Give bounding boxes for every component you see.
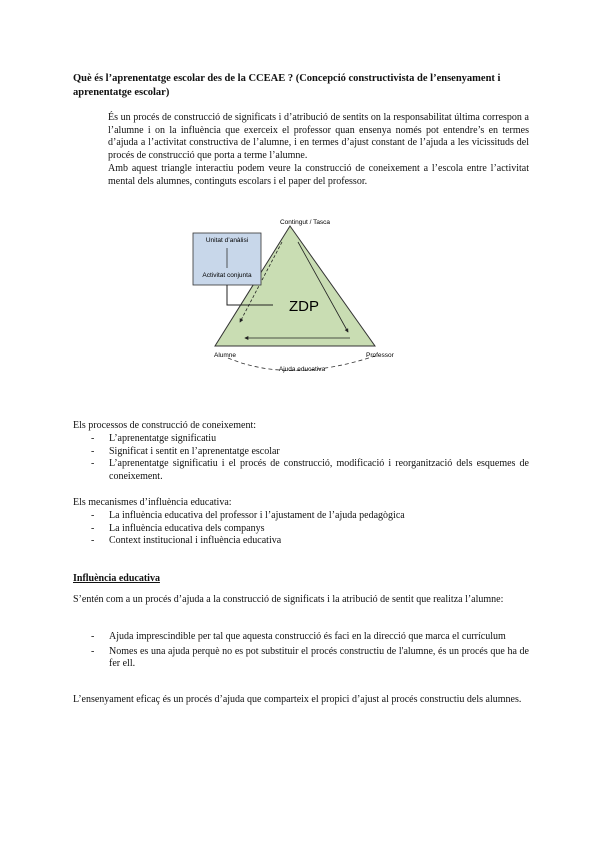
document-heading: Què és l’aprenentatge escolar des de la CCEAE ? (Concepció constructivista de l’ensenyament i aprenentatge escolar) (73, 73, 501, 98)
interactive-triangle-diagram (190, 214, 420, 384)
influencia-list (73, 631, 529, 671)
mecanismes-list (73, 510, 529, 548)
label-ajuda: Ajuda educativa (278, 366, 326, 373)
influencia-intro: S’entén com a un procés d’ajuda a la construcció de significats i la atribució de sentit que realitza l’alumne: (73, 594, 504, 605)
label-alumne: Alumne (214, 352, 237, 359)
list-item: - L’aprenentatge significatiu (91, 433, 217, 444)
intro-paragraph-2: Amb aquest triangle interactiu podem veure la construcció de coneixement a l’escola entre l’activitat mental dels alumnes, continguts escolars i el paper del professor. (108, 163, 529, 187)
label-unitat: Unitat d’anàlisi (205, 237, 249, 244)
influencia-title: Influència educativa (73, 573, 160, 584)
processos-list (73, 433, 529, 483)
list-item: - Ajuda imprescindible per tal que aquesta construcció és faci en la direcció que marca el currículum (91, 631, 506, 642)
label-contingut: Contingut / Tasca (279, 219, 331, 226)
triangle-svg (190, 214, 420, 384)
intro-paragraph-1: És un procés de construcció de significats i d’atribució de sentits on la responsabilitat última correspon a l’alumne i on la influència que exerceix el professor quan ensenya només pot entendre’s en termes d’ajuda a l’activitat constructiva de l’alumne, i en termes d’ajust constant de l’ajuda a les vicissituds del procés de construcció que porta a terme l’alumne. (108, 112, 529, 161)
mecanismes-title: Els mecanismes d’influència educativa: (73, 497, 232, 508)
list-item: - La influència educativa dels companys (91, 522, 265, 534)
list-item: - Nomes es una ajuda perquè no es pot substituir el procés constructiu de l'alumne, és un procés que ha de fer ell. (91, 645, 529, 670)
label-activitat: Activitat conjunta (202, 272, 252, 279)
label-professor: Professor (366, 352, 394, 359)
label-zdp: ZDP (289, 298, 319, 315)
list-item: - L’aprenentatge significatiu i el procés de construcció, modificació i reorganització dels esquemes de coneixement. (91, 458, 529, 482)
list-item: - Context institucional i influència educativa (91, 535, 282, 547)
list-item: - La influència educativa del professor i l’ajustament de l’ajuda pedagògica (91, 510, 405, 521)
influencia-closing: L’ensenyament eficaç és un procés d’ajuda que comparteix el propici d’ajust al procés constructiu dels alumnes. (73, 694, 522, 705)
list-item: - Significat i sentit en l’aprenentatge escolar (91, 445, 280, 457)
processos-title: Els processos de construcció de coneixement: (73, 420, 256, 431)
